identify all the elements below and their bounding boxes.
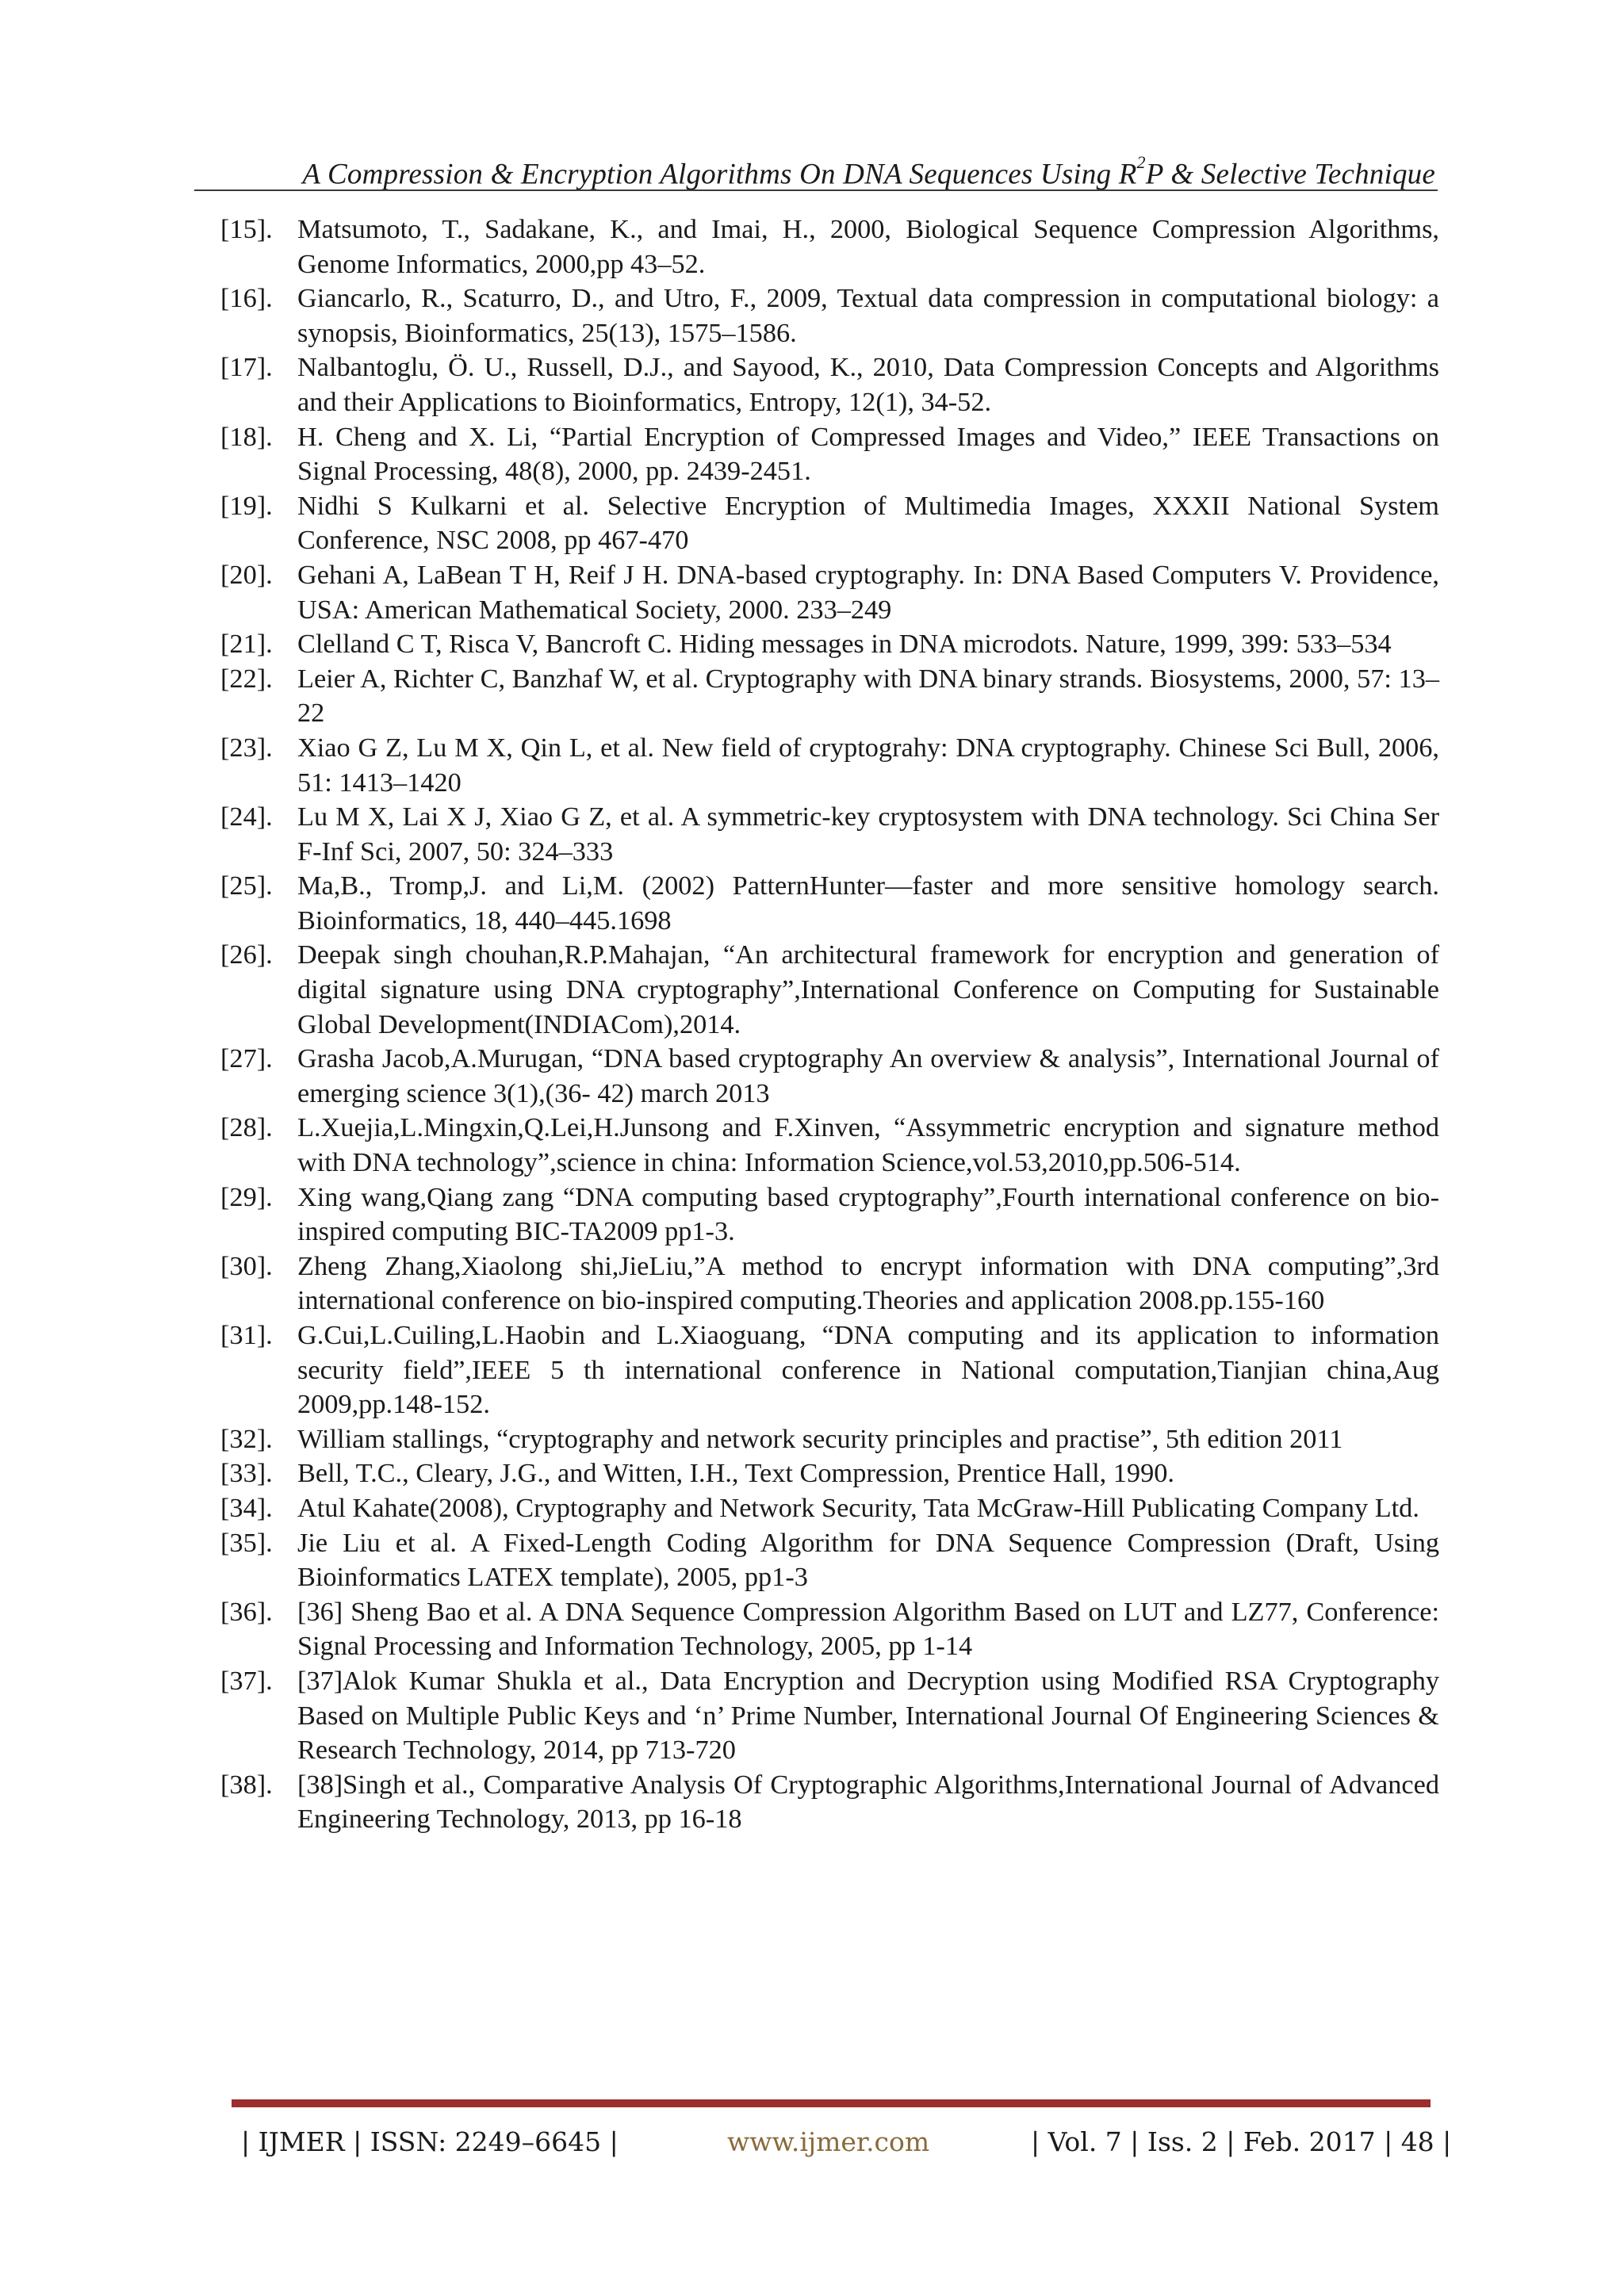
reference-item [0, 281, 1624, 350]
reference-item [0, 1422, 1624, 1457]
reference-text: L.Xuejia,L.Mingxin,Q.Lei,H.Junsong and F.Xinven, “Assymmetric encryption and signature method with DNA technology”,science in china: Information Science,vol.53,2010,pp.506-514. [297, 1112, 1439, 1178]
reference-number: [28]. [220, 1112, 273, 1143]
reference-number: [33]. [220, 1458, 273, 1489]
reference-item [0, 489, 1624, 558]
header-rule [194, 189, 1438, 191]
reference-item [0, 662, 1624, 731]
reference-number: [37]. [220, 1665, 273, 1696]
reference-text: H. Cheng and X. Li, “Partial Encryption of Compressed Images and Video,” IEEE Transactions on Signal Processing, 48(8), 2000, pp. 2439-2451. [297, 421, 1439, 487]
reference-number: [23]. [220, 732, 273, 763]
reference-text: Ma,B., Tromp,J. and Li,M. (2002) PatternHunter—faster and more sensitive homology search. Bioinformatics, 18, 440–445.1698 [297, 871, 1439, 936]
reference-item [0, 869, 1624, 938]
reference-item [0, 627, 1624, 662]
reference-item [0, 1664, 1624, 1768]
footer-volume-page: | Vol. 7 | Iss. 2 | Feb. 2017 | 48 | [1031, 2126, 1452, 2157]
reference-text: [38]Singh et al., Comparative Analysis Of Cryptographic Algorithms,International Journal of Advanced Engineering Technology, 2013, pp 16-18 [297, 1769, 1439, 1835]
reference-item [0, 1249, 1624, 1318]
reference-text: Leier A, Richter C, Banzhaf W, et al. Cryptography with DNA binary strands. Biosystems, 2000, 57: 13–22 [297, 663, 1439, 729]
reference-number: [15]. [220, 214, 273, 244]
reference-number: [17]. [220, 352, 273, 383]
reference-text: Clelland C T, Risca V, Bancroft C. Hiding messages in DNA microdots. Nature, 1999, 399: 533–534 [297, 629, 1392, 660]
reference-number: [30]. [220, 1250, 273, 1281]
reference-number: [18]. [220, 421, 273, 452]
reference-item [0, 1768, 1624, 1837]
reference-text: Nalbantoglu, Ö. U., Russell, D.J., and Sayood, K., 2010, Data Compression Concepts and Algorithms and their Applications to Bioinformatics, Entropy, 12(1), 34-52. [297, 352, 1439, 417]
reference-number: [20]. [220, 559, 273, 590]
header-title-sup: 2 [1136, 152, 1146, 172]
reference-item [0, 1181, 1624, 1249]
reference-text: G.Cui,L.Cuiling,L.Haobin and L.Xiaoguang, “DNA computing and its application to information security field”,IEEE 5 th international conference in National computation,Tianjian china,Aug 2009,pp.148-152. [297, 1320, 1439, 1420]
reference-number: [34]. [220, 1492, 273, 1523]
reference-number: [35]. [220, 1527, 273, 1558]
reference-text: Xiao G Z, Lu M X, Qin L, et al. New field of cryptograhy: DNA cryptography. Chinese Sci Bull, 2006, 51: 1413–1420 [297, 732, 1439, 798]
reference-number: [16]. [220, 283, 273, 314]
reference-number: [26]. [220, 939, 273, 970]
reference-item [0, 1042, 1624, 1111]
reference-number: [32]. [220, 1423, 273, 1454]
reference-number: [24]. [220, 802, 273, 832]
reference-text: Bell, T.C., Cleary, J.G., and Witten, I.H., Text Compression, Prentice Hall, 1990. [297, 1458, 1174, 1489]
footer-bar [232, 2099, 1431, 2107]
reference-text: Gehani A, LaBean T H, Reif J H. DNA-based cryptography. In: DNA Based Computers V. Providence, USA: American Mathematical Society, 2000. 233–249 [297, 559, 1439, 625]
reference-text: Matsumoto, T., Sadakane, K., and Imai, H., 2000, Biological Sequence Compression Algorithms, Genome Informatics, 2000,pp 43–52. [297, 214, 1439, 279]
reference-item [0, 800, 1624, 869]
reference-number: [25]. [220, 871, 273, 901]
reference-text: Lu M X, Lai X J, Xiao G Z, et al. A symmetric-key cryptosystem with DNA technology. Sci China Ser F-Inf Sci, 2007, 50: 324–333 [297, 802, 1439, 867]
reference-text: Giancarlo, R., Scaturro, D., and Utro, F., 2009, Textual data compression in computational biology: a synopsis, Bioinformatics, 25(13), 1575–1586. [297, 283, 1439, 348]
reference-list [0, 212, 1624, 1837]
running-header [302, 152, 1435, 191]
reference-number: [19]. [220, 490, 273, 521]
reference-text: Grasha Jacob,A.Murugan, “DNA based cryptography An overview & analysis”, International Journal of emerging science 3(1),(36- 42) march 2013 [297, 1043, 1439, 1108]
reference-text: Deepak singh chouhan,R.P.Mahajan, “An architectural framework for encryption and generation of digital signature using DNA cryptography”,International Conference on Computing for Sustainable Global Development(INDIACom),2014. [297, 939, 1439, 1039]
reference-item [0, 1111, 1624, 1180]
header-title-post: P & Selective Technique [1145, 158, 1435, 191]
reference-item [0, 1526, 1624, 1595]
reference-item [0, 731, 1624, 800]
reference-item [0, 1595, 1624, 1664]
reference-number: [29]. [220, 1181, 273, 1212]
reference-text: [36] Sheng Bao et al. A DNA Sequence Compression Algorithm Based on LUT and LZ77, Conference: Signal Processing and Information Technology, 2005, pp 1-14 [297, 1596, 1439, 1662]
reference-item [0, 1456, 1624, 1491]
reference-item [0, 1318, 1624, 1422]
reference-item [0, 420, 1624, 489]
reference-item [0, 212, 1624, 281]
reference-text: Atul Kahate(2008), Cryptography and Network Security, Tata McGraw-Hill Publicating Company Ltd. [297, 1492, 1419, 1523]
header-title-pre: A Compression & Encryption Algorithms On DNA Sequences Using R [302, 158, 1137, 191]
reference-item [0, 350, 1624, 419]
footer-journal-issn: | IJMER | ISSN: 2249–6645 | [241, 2126, 619, 2157]
reference-text: Nidhi S Kulkarni et al. Selective Encryption of Multimedia Images, XXXII National System Conference, NSC 2008, pp 467-470 [297, 490, 1439, 556]
reference-number: [38]. [220, 1769, 273, 1800]
reference-text: Zheng Zhang,Xiaolong shi,JieLiu,”A method to encrypt information with DNA computing”,3rd international conference on bio-inspired computing.Theories and application 2008.pp.155-160 [297, 1250, 1439, 1316]
reference-number: [36]. [220, 1596, 273, 1627]
reference-number: [21]. [220, 629, 273, 660]
reference-text: Xing wang,Qiang zang “DNA computing based cryptography”,Fourth international conference on bio-inspired computing BIC-TA2009 pp1-3. [297, 1181, 1439, 1247]
reference-number: [31]. [220, 1320, 273, 1350]
reference-item [0, 558, 1624, 627]
footer-website-link[interactable]: www.ijmer.com [727, 2126, 930, 2157]
reference-number: [27]. [220, 1043, 273, 1074]
reference-text: [37]Alok Kumar Shukla et al., Data Encryption and Decryption using Modified RSA Cryptography Based on Multiple Public Keys and ‘n’ Prime Number, International Journal Of Engineering Sciences & Research Technology, 2014, pp 713-720 [297, 1665, 1439, 1766]
reference-item [0, 938, 1624, 1042]
reference-number: [22]. [220, 663, 273, 694]
reference-item [0, 1491, 1624, 1526]
reference-text: William stallings, “cryptography and network security principles and practise”, 5th edition 2011 [297, 1423, 1343, 1454]
reference-text: Jie Liu et al. A Fixed-Length Coding Algorithm for DNA Sequence Compression (Draft, Using Bioinformatics LATEX template), 2005, pp1-3 [297, 1527, 1439, 1593]
